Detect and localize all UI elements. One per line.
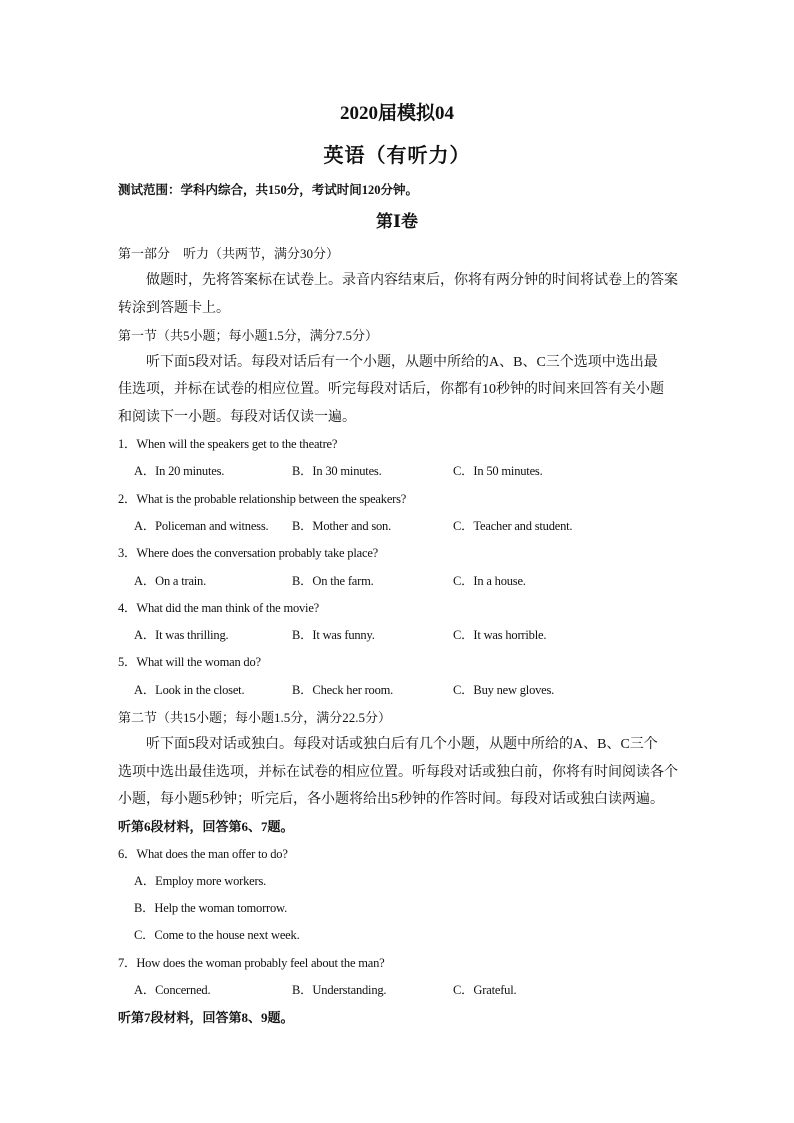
option-b: B．In 30 minutes. (292, 464, 382, 479)
option-b: B．Understanding. (292, 983, 387, 998)
question-7: 7．How does the woman probably feel about the man? (118, 955, 385, 970)
test-scope: 测试范围：学科内综合，共150分，考试时间120分钟。 (118, 183, 419, 197)
exam-content (118, 240, 678, 1032)
section1-instruction-line: 和阅读下一小题。每段对话仅读一遍。 (118, 409, 356, 425)
option-c: C．Come to the house next week. (134, 928, 300, 943)
part1-instruction-line: 转涂到答题卡上。 (118, 300, 230, 316)
question-3: 3．Where does the conversation probably take place? (118, 546, 379, 561)
option-a: A．Look in the closet. (134, 682, 245, 697)
option-b: B．It was funny. (292, 628, 375, 643)
question-4: 4．What did the man think of the movie? (118, 600, 320, 615)
section2-instruction-line: 选项中选出最佳选项，并标在试卷的相应位置。听每段对话或独白前，你将有时间阅读各个 (118, 764, 678, 780)
section2-instruction-line: 听下面5段对话或独白。每段对话或独白后有几个小题，从题中所给的A、B、C三个 (146, 737, 658, 753)
question-7-options (118, 977, 678, 1004)
section1-instruction-line: 听下面5段对话。每段对话后有一个小题，从题中所给的A、B、C三个选项中选出最 (146, 355, 658, 371)
option-c: C．In a house. (453, 573, 526, 588)
part1-instruction-line: 做题时，先将答案标在试卷上。录音内容结束后，你将有两分钟的时间将试卷上的答案 (146, 273, 678, 289)
option-b: B．On the farm. (292, 573, 374, 588)
section2-instruction-line: 小题，每小题5秒钟；听完后，各小题将给出5秒钟的作答时间。每段对话或独白读两遍。 (118, 791, 664, 807)
option-a: A．Policeman and witness. (134, 518, 269, 533)
part1-heading: 第一部分 听力（共两节，满分30分） (118, 246, 340, 261)
question-2-options (118, 513, 678, 540)
question-1: 1．When will the speakers get to the theatre? (118, 437, 338, 452)
exam-title: 2020届模拟04 (339, 103, 454, 124)
question-4-options (118, 622, 678, 649)
option-a: A．Employ more workers. (134, 873, 267, 888)
option-c: C．Teacher and student. (453, 518, 573, 533)
section1-instruction-line: 佳选项，并标在试卷的相应位置。听完每段对话后，你都有10秒钟的时间来回答有关小题 (118, 382, 664, 398)
option-a: A．Concerned. (134, 983, 211, 998)
option-b: B．Help the woman tomorrow. (134, 901, 287, 916)
option-a: A．In 20 minutes. (134, 464, 225, 479)
exam-subtitle: 英语（有听力） (323, 145, 471, 167)
question-3-options (118, 568, 678, 595)
option-b: B．Check her room. (292, 682, 394, 697)
question-5-options (118, 677, 678, 704)
question-1-options (118, 458, 678, 485)
material-6-heading: 听第6段材料，回答第6、7题。 (118, 819, 294, 835)
section1-heading: 第一节（共5小题；每小题1.5分，满分7.5分） (118, 327, 379, 343)
option-c: C．In 50 minutes. (453, 464, 543, 479)
section2-heading: 第二节（共15小题；每小题1.5分，满分22.5分） (118, 710, 392, 726)
option-c: C．Buy new gloves. (453, 682, 555, 697)
question-5: 5．What will the woman do? (118, 655, 261, 670)
option-b: B．Mother and son. (292, 518, 392, 533)
question-2: 2．What is the probable relationship between the speakers? (118, 491, 407, 506)
question-6: 6．What does the man offer to do? (118, 846, 288, 861)
option-c: C．It was horrible. (453, 628, 547, 643)
option-a: A．On a train. (134, 573, 207, 588)
material-7-heading: 听第7段材料，回答第8、9题。 (118, 1010, 294, 1026)
volume-heading: 第Ⅰ卷 (376, 212, 418, 231)
option-a: A．It was thrilling. (134, 628, 229, 643)
option-c: C．Grateful. (453, 983, 517, 998)
